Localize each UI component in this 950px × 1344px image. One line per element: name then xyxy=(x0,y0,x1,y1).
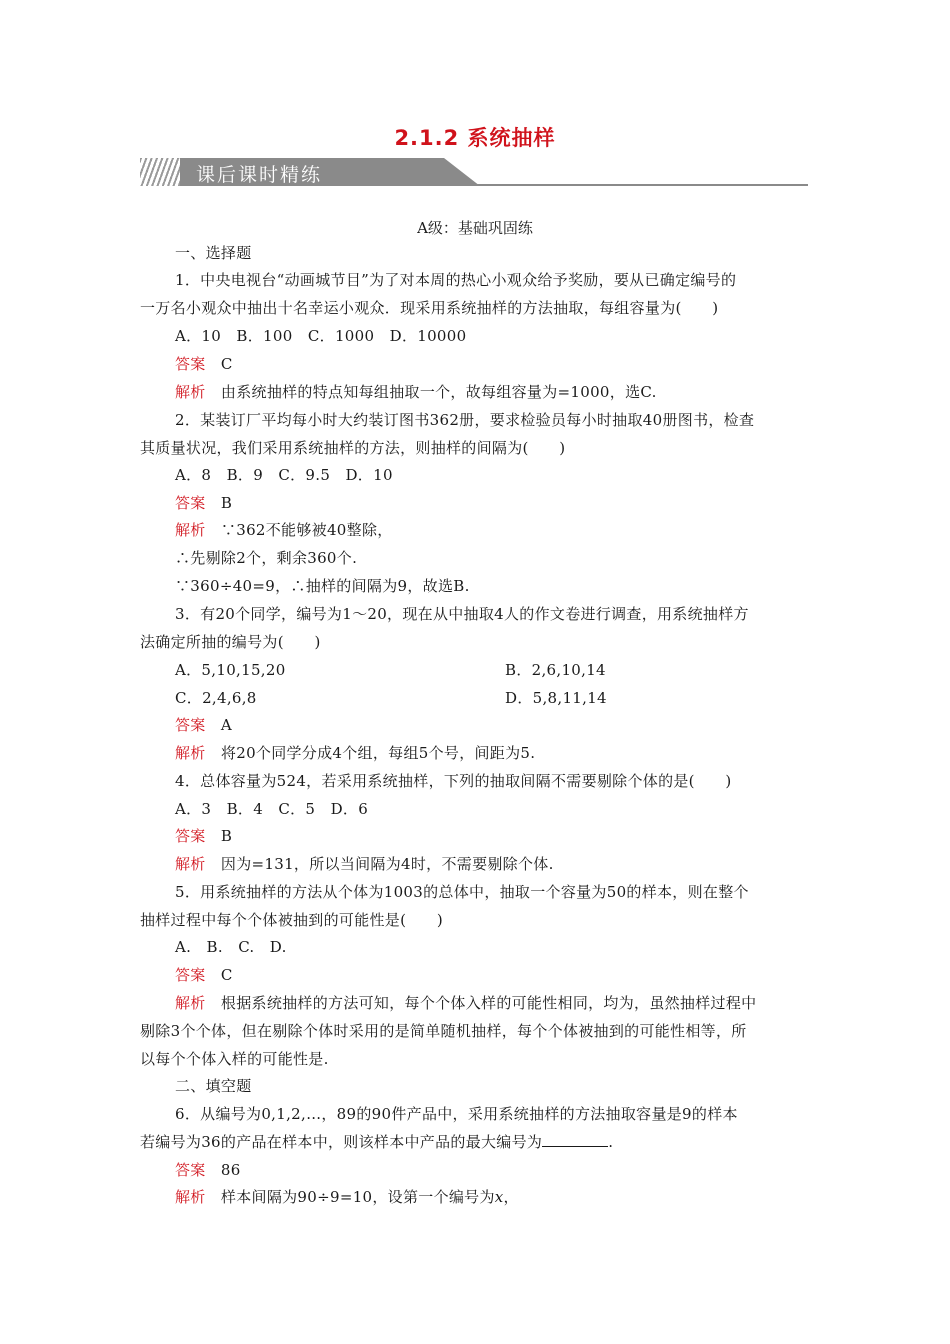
q4-answer xyxy=(175,826,232,846)
q5-explanation-line2: 剔除3个个体，但在剔除个体时采用的是简单随机抽样，每个个体被抽到的可能性相等，所 xyxy=(140,1022,747,1040)
explanation-label: 解析 xyxy=(175,744,206,762)
answer-label: 答案 xyxy=(175,966,206,984)
answer-label: 答案 xyxy=(175,494,206,512)
q4-options: A．3 B．4 C．5 D．6 xyxy=(175,800,369,818)
q4-explanation xyxy=(175,854,554,874)
q2-explanation xyxy=(175,520,393,540)
q3-option-d: D．5,8,11,14 xyxy=(505,689,607,707)
q3-option-b: B．2,6,10,14 xyxy=(505,661,606,679)
explanation-text: ∵362不能够被40整除， xyxy=(220,521,393,539)
q6-stem-line1: 6．从编号为0,1,2,…，89的90件产品中，采用系统抽样的方法抽取容量是9的样本 xyxy=(175,1105,738,1123)
q2-answer xyxy=(175,493,232,513)
banner-rule xyxy=(475,184,808,186)
q2-options: A．8 B．9 C．9.5 D．10 xyxy=(175,466,393,484)
answer-label: 答案 xyxy=(175,716,206,734)
explanation-text: 根据系统抽样的方法可知，每个个体入样的可能性相同，均为，虽然抽样过程中 xyxy=(220,994,757,1012)
q3-explanation xyxy=(175,743,535,763)
q3-stem-line2: 法确定所抽的编号为( ) xyxy=(140,633,321,651)
q3-answer xyxy=(175,715,232,735)
answer-value: C xyxy=(220,966,233,984)
explanation-text: 因为=131，所以当间隔为4时，不需要剔除个体. xyxy=(220,855,554,873)
explanation-text: 将20个同学分成4个组，每组5个号，间距为5. xyxy=(220,744,536,762)
q6-stem-line2 xyxy=(140,1132,613,1152)
answer-value: A xyxy=(220,716,233,734)
answer-blank xyxy=(542,1132,608,1147)
q5-options: A. B. C. D. xyxy=(175,938,287,956)
explanation-label: 解析 xyxy=(175,383,206,401)
q4-stem: 4．总体容量为524，若采用系统抽样，下列的抽取间隔不需要剔除个体的是( ) xyxy=(175,772,732,790)
q1-stem-line2: 一万名小观众中抽出十名幸运小观众．现采用系统抽样的方法抽取，每组容量为( ) xyxy=(140,299,719,317)
answer-value: B xyxy=(220,827,233,845)
variable-x: x xyxy=(494,1188,504,1206)
answer-value: C xyxy=(220,355,233,373)
section-banner xyxy=(140,158,808,186)
explanation-label: 解析 xyxy=(175,521,206,539)
q2-stem-line2: 其质量状况，我们采用系统抽样的方法，则抽样的间隔为( ) xyxy=(140,439,566,457)
q6-answer xyxy=(175,1160,241,1180)
q5-stem-line2: 抽样过程中每个个体被抽到的可能性是( ) xyxy=(140,911,444,929)
q1-answer xyxy=(175,354,233,374)
explanation-label: 解析 xyxy=(175,855,206,873)
q6-stem-text: 若编号为36的产品在样本中，则该样本中产品的最大编号为 xyxy=(140,1133,543,1151)
answer-label: 答案 xyxy=(175,1161,206,1179)
explanation-text: 样本间隔为90÷9=10，设第一个编号为 xyxy=(220,1188,495,1206)
q2-stem-line1: 2．某装订厂平均每小时大约装订图书362册，要求检验员每小时抽取40册图书，检查 xyxy=(175,411,755,429)
answer-value: B xyxy=(220,494,233,512)
page-title: 2.1.2 系统抽样 xyxy=(394,126,556,150)
level-heading: A级：基础巩固练 xyxy=(417,219,533,237)
q3-stem-line1: 3．有20个同学，编号为1～20，现在从中抽取4人的作文卷进行调查，用系统抽样方 xyxy=(175,605,749,623)
explanation-label: 解析 xyxy=(175,1188,206,1206)
explanation-end: ， xyxy=(503,1188,519,1206)
q2-explanation-line2: ∴先剔除2个，剩余360个. xyxy=(175,549,358,567)
q3-option-a: A．5,10,15,20 xyxy=(175,661,286,679)
q5-stem-line1: 5．用系统抽样的方法从个体为1003的总体中，抽取一个容量为50的样本，则在整个 xyxy=(175,883,749,901)
q6-stem-end: . xyxy=(608,1133,614,1151)
q6-explanation xyxy=(175,1187,519,1207)
q1-options: A．10 B．100 C．1000 D．10000 xyxy=(175,327,467,345)
answer-label: 答案 xyxy=(175,827,206,845)
answer-value: 86 xyxy=(220,1161,241,1179)
explanation-text: 由系统抽样的特点知每组抽取一个，故每组容量为=1000，选C. xyxy=(220,383,657,401)
q3-option-c: C．2,4,6,8 xyxy=(175,689,257,707)
explanation-label: 解析 xyxy=(175,994,206,1012)
answer-label: 答案 xyxy=(175,355,206,373)
q1-stem-line1: 1．中央电视台“动画城节目”为了对本周的热心小观众给予奖励，要从已确定编号的 xyxy=(175,271,737,289)
q1-explanation xyxy=(175,382,657,402)
q2-explanation-line3: ∵360÷40=9，∴抽样的间隔为9，故选B. xyxy=(175,577,470,595)
section-heading-choice: 一、选择题 xyxy=(175,244,252,262)
section-heading-fill: 二、填空题 xyxy=(175,1077,252,1095)
q5-explanation-line3: 以每个个体入样的可能性是. xyxy=(140,1050,329,1068)
banner-label: 课后课时精练 xyxy=(196,164,323,186)
q5-answer xyxy=(175,965,233,985)
banner-stripes xyxy=(140,158,180,186)
q5-explanation xyxy=(175,993,756,1013)
